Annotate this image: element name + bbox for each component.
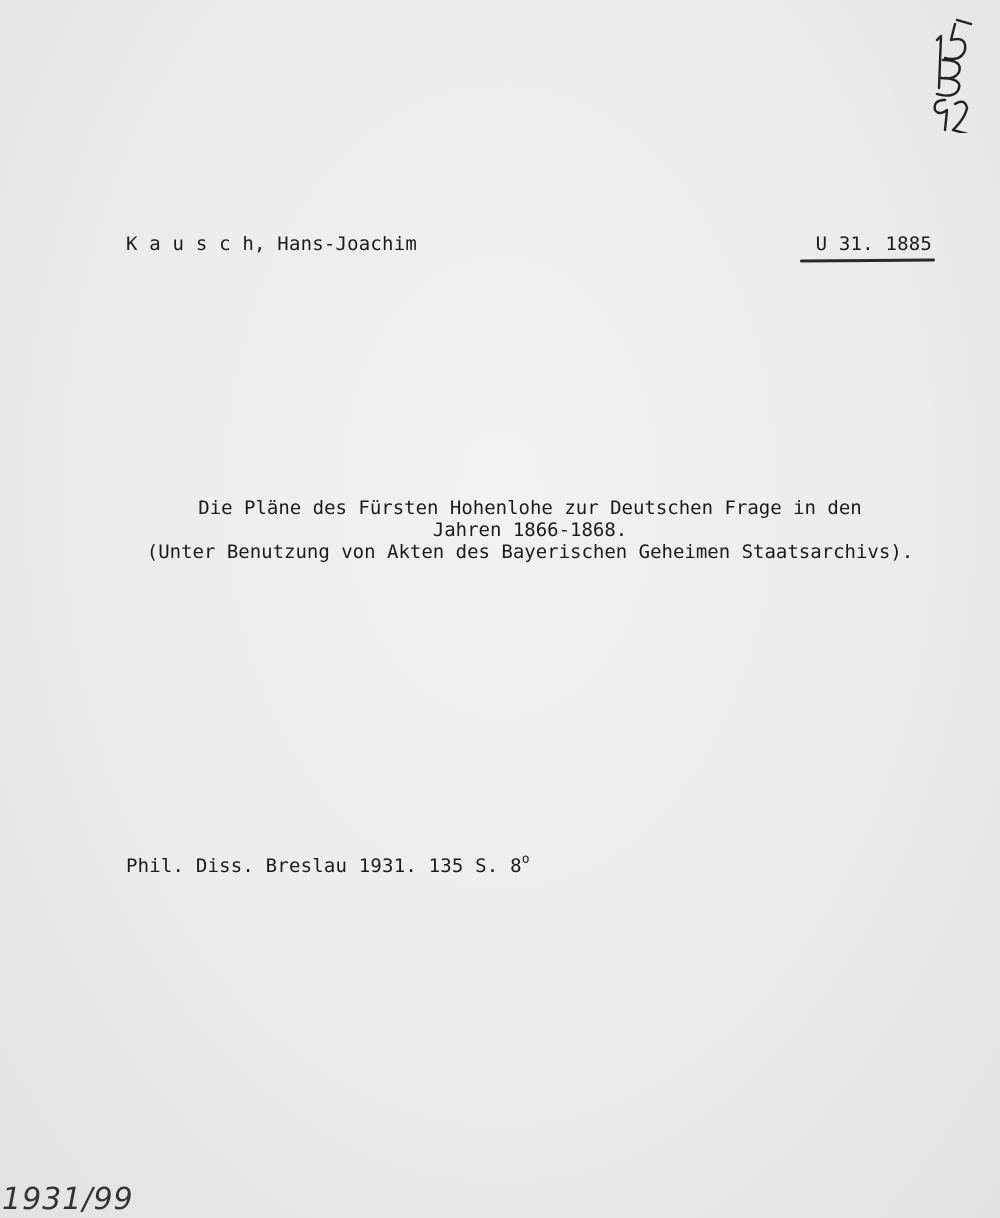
imprint-line (126, 852, 530, 877)
call-number: U 31. 1885 (815, 233, 932, 255)
handwritten-accession-number: 1931/99 (2, 1182, 134, 1217)
call-number-underline (800, 259, 935, 263)
title-line-1: Die Pläne des Fürsten Hohenlohe zur Deutschen Frage in den (198, 497, 862, 519)
format-degree: o (521, 852, 530, 867)
title-line-3: (Unter Benutzung von Akten des Bayerischen Geheimen Staatsarchivs). (146, 541, 914, 563)
handwritten-shelf-mark (915, 18, 985, 133)
imprint-text: Phil. Diss. Breslau 1931. 135 S. 8 (126, 855, 522, 877)
title-line-2: Jahren 1866-1868. (432, 519, 628, 541)
author-name: K a u s c h, Hans-Joachim (126, 233, 417, 255)
handwritten-shelf-mark-drawing (915, 18, 985, 133)
title-block (100, 497, 960, 563)
